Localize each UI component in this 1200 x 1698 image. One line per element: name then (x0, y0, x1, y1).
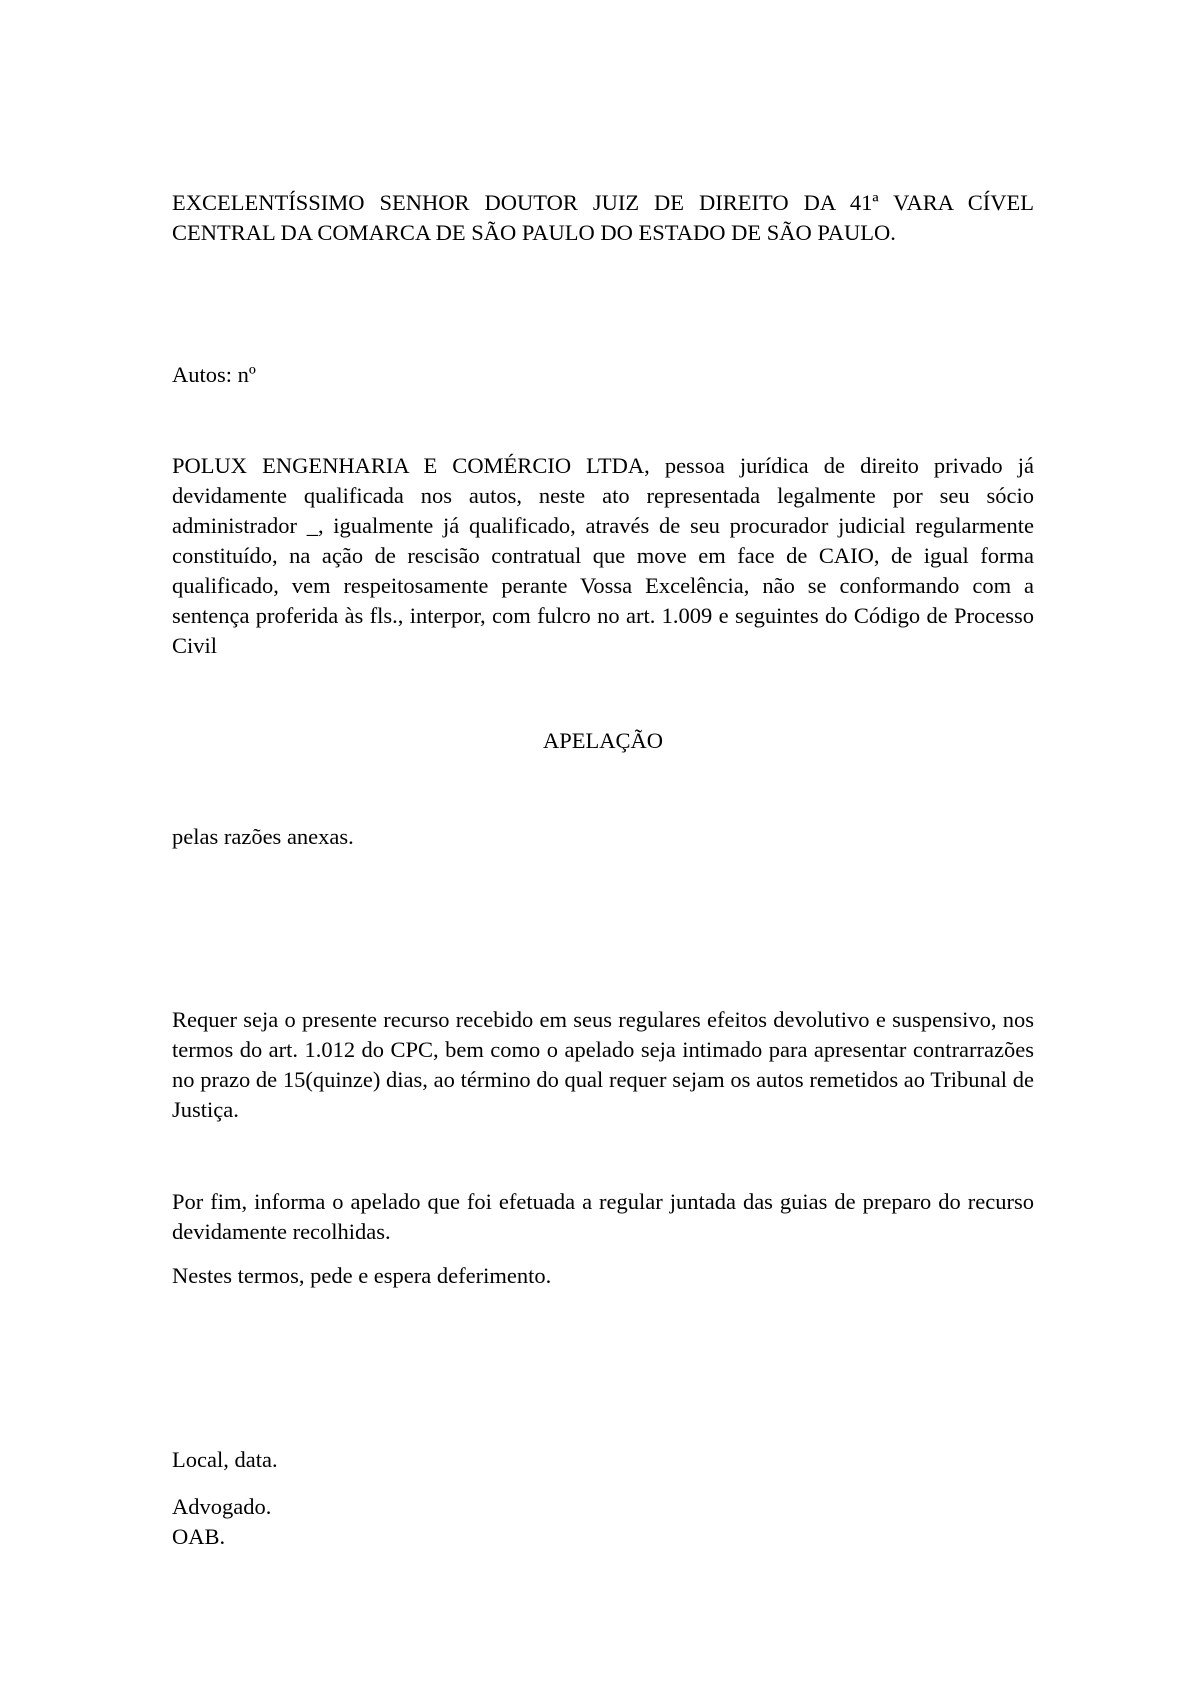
lawyer-line: Advogado. (172, 1494, 272, 1519)
signature-block (172, 1492, 1034, 1552)
case-number-line: Autos: nº (172, 362, 256, 387)
oab-line: OAB. (172, 1524, 226, 1549)
document-title: APELAÇÃO (542, 728, 663, 753)
request-paragraph: Requer seja o presente recurso recebido em seus regulares efeitos devolutivo e suspensivo, nos termos do art. 1.012 do CPC, bem como o apelado seja intimado para apresentar contrarrazões no prazo de 15(quinze) dias, ao término do qual requer sejam os autos remetidos ao Tribunal de Justiça. (172, 1007, 1034, 1122)
reasons-line: pelas razões anexas. (172, 824, 354, 849)
closing-line: Nestes termos, pede e espera deferimento. (172, 1263, 552, 1288)
addressee-heading: EXCELENTÍSSIMO SENHOR DOUTOR JUIZ DE DIREITO DA 41ª VARA CÍVEL CENTRAL DA COMARCA DE SÃO PAULO DO ESTADO DE SÃO PAULO. (172, 190, 1034, 245)
party-qualification-paragraph: POLUX ENGENHARIA E COMÉRCIO LTDA, pessoa jurídica de direito privado já devidamente qualificada nos autos, neste ato representada legalmente por seu sócio administrador _, igualmente já qualificado, através de seu procurador judicial regularmente constituído, na ação de rescisão contratual que move em face de CAIO, de igual forma qualificado, vem respeitosamente perante Vossa Excelência, não se conformando com a sentença proferida às fls., interpor, com fulcro no art. 1.009 e seguintes do Código de Processo Civil (172, 453, 1034, 658)
place-date-line: Local, data. (172, 1447, 278, 1472)
preparo-paragraph: Por fim, informa o apelado que foi efetuada a regular juntada das guias de preparo do recurso devidamente recolhidas. (172, 1189, 1034, 1244)
